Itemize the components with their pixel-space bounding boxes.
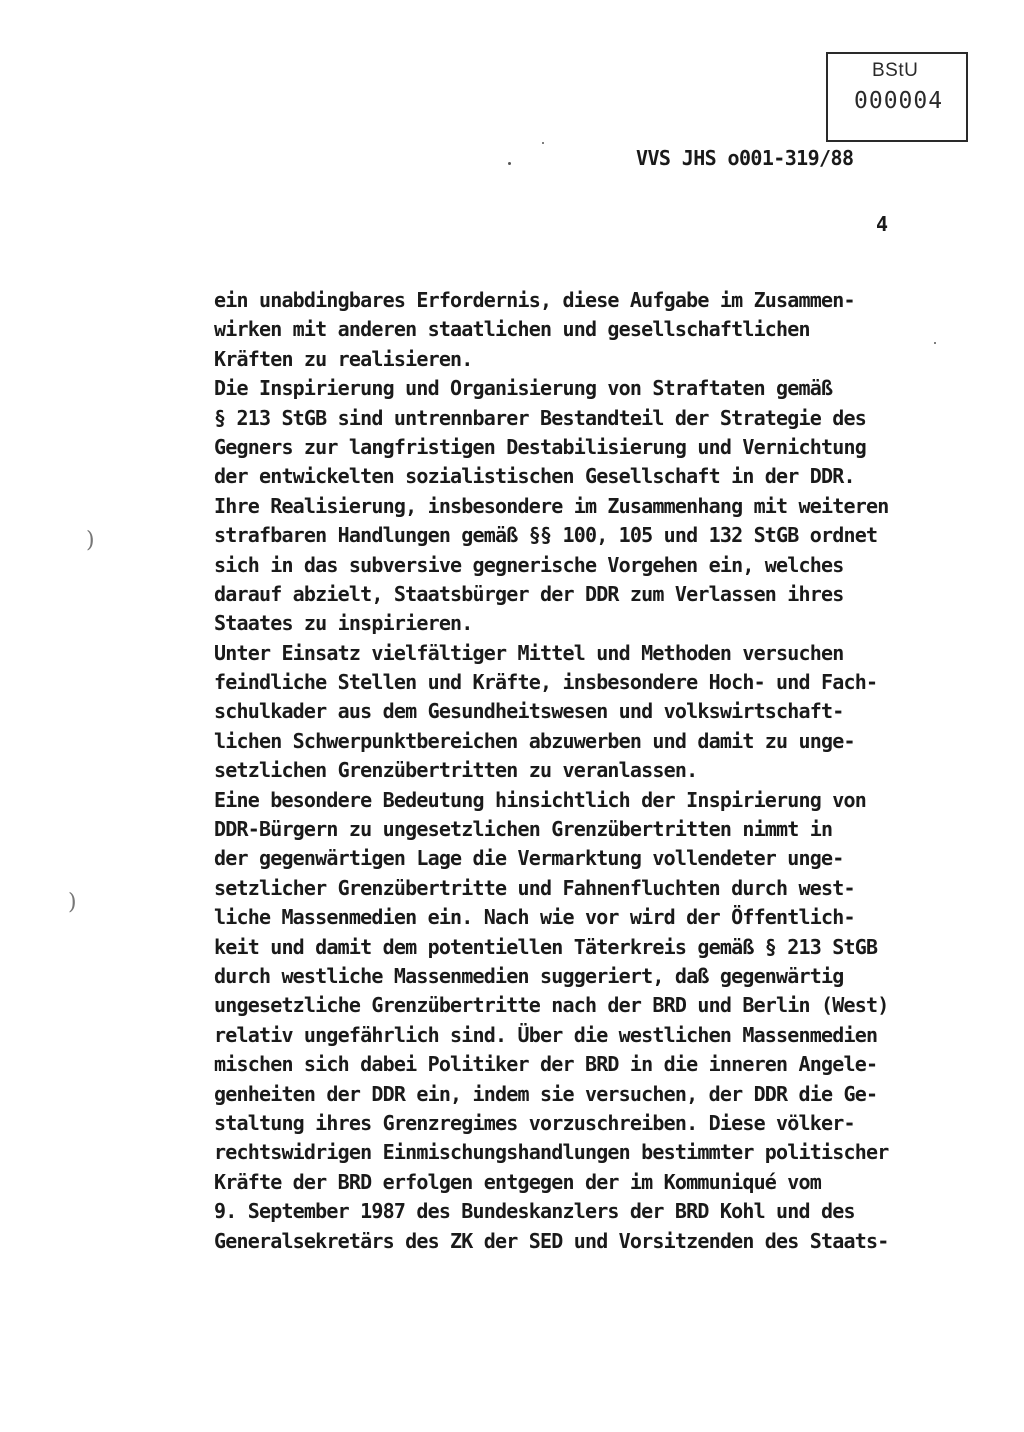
text-line: Unter Einsatz vielfältiger Mittel und Methoden versuchen (214, 640, 844, 665)
text-line: strafbaren Handlungen gemäß §§ 100, 105 und 132 StGB ordnet (214, 523, 878, 548)
text-line: ein unabdingbares Erfordernis, diese Aufgabe im Zusammen- (214, 288, 855, 312)
text-line: Kräften zu realisieren. (214, 346, 473, 371)
stamp-label: BStU (872, 60, 919, 81)
stamp-number: 000004 (854, 88, 944, 114)
text-line: 9. September 1987 des Bundeskanzlers der BRD Kohl und des (214, 1199, 855, 1224)
text-line: § 213 StGB sind untrennbarer Bestandteil der Strategie des (214, 405, 866, 430)
page-number: 4 (876, 212, 889, 236)
text-line: staltung ihres Grenzregimes vorzuschreiben. Diese völker- (214, 1110, 855, 1135)
text-line: Gegners zur langfristigen Destabilisierung und Vernichtung (214, 434, 866, 459)
text-line: keit und damit dem potentiellen Täterkreis gemäß § 213 StGB (214, 934, 878, 959)
text-line: DDR-Bürgern zu ungesetzlichen Grenzübertritten nimmt in (214, 817, 833, 842)
text-line: der gegenwärtigen Lage die Vermarktung vollendeter unge- (214, 846, 844, 871)
text-line: rechtswidrigen Einmischungshandlungen bestimmter politischer (214, 1140, 889, 1165)
margin-mark: ) (86, 528, 95, 553)
scan-speck (934, 342, 936, 344)
text-line: liche Massenmedien ein. Nach wie vor wird der Öffentlich- (214, 905, 855, 930)
text-line: feindliche Stellen und Kräfte, insbesondere Hoch- und Fach- (214, 670, 878, 695)
text-line: Eine besondere Bedeutung hinsichtlich der Inspirierung von (214, 787, 866, 812)
scan-speck (508, 162, 511, 165)
text-line: Ihre Realisierung, insbesondere im Zusammenhang mit weiteren (214, 493, 889, 518)
text-line: genheiten der DDR ein, indem sie versuchen, der DDR die Ge- (214, 1081, 878, 1106)
text-line: der entwickelten sozialistischen Gesellschaft in der DDR. (214, 464, 855, 489)
body-text (214, 286, 888, 1256)
text-line: durch westliche Massenmedien suggeriert, daß gegenwärtig (214, 963, 844, 988)
text-line: schulkader aus dem Gesundheitswesen und volkswirtschaft- (214, 699, 844, 724)
text-line: relativ ungefährlich sind. Über die westlichen Massenmedien (214, 1022, 878, 1047)
text-line: mischen sich dabei Politiker der BRD in die inneren Angele- (214, 1052, 878, 1077)
text-line: ungesetzliche Grenzübertritte nach der BRD und Berlin (West) (214, 993, 889, 1018)
text-line: setzlicher Grenzübertritte und Fahnenfluchten durch west- (214, 875, 855, 900)
text-line: darauf abzielt, Staatsbürger der DDR zum Verlassen ihres (214, 581, 844, 606)
scan-speck (542, 142, 544, 144)
archive-stamp (826, 52, 968, 142)
text-line: lichen Schwerpunktbereichen abzuwerben und damit zu unge- (214, 728, 855, 753)
text-line: Die Inspirierung und Organisierung von Straftaten gemäß (214, 376, 833, 401)
text-line: Generalsekretärs des ZK der SED und Vorsitzenden des Staats- (214, 1228, 889, 1253)
margin-mark: ) (68, 890, 77, 915)
text-line: wirken mit anderen staatlichen und gesellschaftlichen (214, 317, 810, 342)
text-line: Staates zu inspirieren. (214, 611, 473, 636)
text-line: setzlichen Grenzübertritten zu veranlassen. (214, 758, 698, 783)
document-reference: VVS JHS o001-319/88 (636, 146, 854, 170)
text-line: sich in das subversive gegnerische Vorgehen ein, welches (214, 552, 844, 577)
text-line: Kräfte der BRD erfolgen entgegen der im Kommuniqué vom (214, 1169, 822, 1194)
